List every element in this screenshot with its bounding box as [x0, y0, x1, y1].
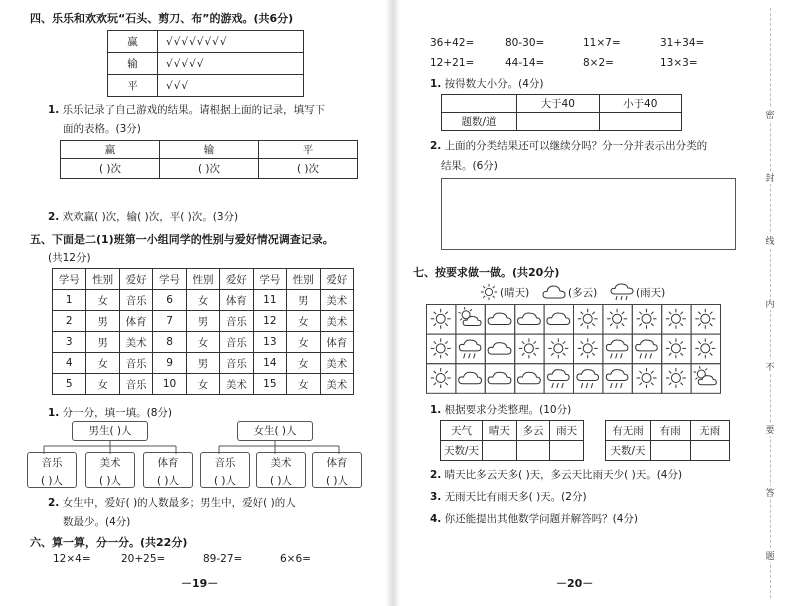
q5-sub2 [48, 495, 296, 510]
q6-sub1 [430, 76, 544, 91]
category-label: 美术 [270, 457, 292, 469]
q7-sub2 [430, 467, 682, 482]
weather-grid [426, 304, 721, 394]
cell: 美术 [320, 311, 354, 332]
cell: 男 [86, 311, 119, 332]
q5-header: 学号 [153, 269, 186, 290]
q5-sub1 [48, 405, 172, 420]
seal-char: 线 [764, 234, 776, 247]
cell: 女 [287, 311, 320, 332]
girl-cat-music [200, 452, 250, 488]
legend-label: (雨天) [636, 287, 666, 299]
q6-sub2-text: 上面的分类结果还可以继续分吗？分一分并表示出分类的 [444, 140, 708, 152]
seal-char: 内 [764, 297, 776, 310]
cell: 女 [186, 374, 219, 395]
rain-icon [603, 364, 632, 394]
q6-sub2 [430, 138, 707, 153]
cell: 男 [186, 353, 219, 374]
cell: 女 [287, 332, 320, 353]
cell: 11 [253, 290, 286, 311]
q5-header: 学号 [253, 269, 286, 290]
q5-header: 性别 [186, 269, 219, 290]
weather-header: 晴天 [483, 421, 517, 441]
rain-row-label: 天数/天 [606, 441, 651, 461]
table-row [53, 353, 354, 374]
cell: 男 [86, 332, 119, 353]
weather-header: 多云 [516, 421, 550, 441]
cell: 音乐 [119, 353, 152, 374]
cell: 12 [253, 311, 286, 332]
cloud-icon [485, 364, 514, 394]
q6-sub2-line2: 结果。(6分) [441, 160, 498, 172]
cell: 音乐 [119, 374, 152, 395]
q5-sub2-text: 女生中，爱好( )的人数最多；男生中，爱好( )的人 [62, 497, 296, 509]
question-number: 1. [430, 78, 442, 90]
sort-header: 大于40 [517, 95, 600, 113]
q4-result-table [60, 140, 358, 179]
seal-char: 密 [764, 108, 776, 121]
category-blank[interactable]: ( )人 [269, 475, 293, 487]
q4-row-label: 赢 [108, 31, 158, 53]
cell: 女 [86, 290, 119, 311]
cell: 7 [153, 311, 186, 332]
weather-blank[interactable] [550, 441, 584, 461]
sun-icon [427, 305, 456, 335]
q7-sub1 [430, 402, 571, 417]
cell: 10 [153, 374, 186, 395]
q5-header: 爱好 [320, 269, 354, 290]
table-row [53, 374, 354, 395]
cell: 女 [186, 290, 219, 311]
question-number: 3. [430, 491, 442, 503]
q5-score: (共12分) [48, 252, 91, 264]
q4-sub2-text: 欢欢赢( )次，输( )次，平( )次。(3分) [62, 211, 239, 223]
sun-icon [480, 283, 498, 301]
cell: 15 [253, 374, 286, 395]
q4-sub1 [48, 102, 325, 117]
q5-header: 爱好 [119, 269, 152, 290]
category-blank[interactable]: ( )人 [325, 475, 349, 487]
q5-header: 学号 [53, 269, 86, 290]
calc-item[interactable]: 20+25= [121, 553, 166, 565]
q5-header: 爱好 [220, 269, 253, 290]
cell: 音乐 [220, 311, 253, 332]
calc-item[interactable]: 11×7= [583, 37, 621, 49]
cell: 5 [53, 374, 86, 395]
q5-header: 性别 [287, 269, 320, 290]
category-blank[interactable]: ( )人 [40, 475, 64, 487]
cell: 体育 [119, 311, 152, 332]
sun-icon [574, 334, 603, 364]
rain-count-table [605, 420, 730, 461]
q4-result-blank[interactable]: ( )次 [160, 159, 259, 179]
rain-icon [544, 364, 573, 394]
rain-icon [603, 334, 632, 364]
category-label: 音乐 [214, 457, 236, 469]
q5-header: 性别 [86, 269, 119, 290]
table-row [53, 290, 354, 311]
question-number: 1. [430, 404, 442, 416]
cell: 美术 [320, 374, 354, 395]
rain-icon [456, 334, 485, 364]
q6-title: 六、算一算，分一分。(共22分) [30, 536, 188, 549]
q4-row-marks: √√√√√ [158, 53, 304, 75]
q4-result-header: 输 [160, 141, 259, 159]
q7-sub4-text: 你还能提出其他数学问题并解答吗？(4分) [444, 513, 639, 525]
seal-char: 题 [764, 549, 776, 562]
boy-total-box[interactable]: 男生( )人 [72, 421, 148, 441]
answer-box[interactable] [441, 178, 736, 250]
calc-item[interactable]: 8×2= [583, 57, 614, 69]
sun-icon [632, 364, 661, 394]
cloud-icon [485, 305, 514, 335]
cell: 体育 [220, 290, 253, 311]
sun-icon [544, 334, 573, 364]
cell: 体育 [320, 332, 354, 353]
cell: 14 [253, 353, 286, 374]
cell: 美术 [119, 332, 152, 353]
cloud-icon [542, 283, 566, 301]
cell: 女 [86, 374, 119, 395]
girl-cat-art [256, 452, 306, 488]
calc-item[interactable]: 13×3= [660, 57, 698, 69]
weather-header: 雨天 [550, 421, 584, 441]
weather-count-table [440, 420, 584, 461]
sort-row-label: 题数/道 [442, 113, 517, 131]
cell: 女 [86, 353, 119, 374]
girl-total-box[interactable]: 女生( )人 [237, 421, 313, 441]
question-number: 2. [430, 469, 442, 481]
cell: 3 [53, 332, 86, 353]
cell: 1 [53, 290, 86, 311]
sun-icon [603, 305, 632, 335]
cell: 4 [53, 353, 86, 374]
boy-cat-music [27, 452, 77, 488]
partly-cloudy-icon [691, 364, 720, 394]
q7-title: 七、按要求做一做。(共20分) [413, 266, 560, 279]
calc-item[interactable]: 6×6= [280, 553, 311, 565]
cloud-icon [485, 334, 514, 364]
cell: 8 [153, 332, 186, 353]
sun-icon [662, 334, 691, 364]
calc-item[interactable]: 36+42= [430, 37, 475, 49]
seal-char: 封 [764, 171, 776, 184]
q7-sub2-text: 晴天比多云天多( )天，多云天比雨天少( )天。(4分) [444, 469, 683, 481]
q5-title: 五、下面是二(1)班第一小组同学的性别与爱好情况调查记录。 [30, 233, 334, 246]
cell: 女 [186, 332, 219, 353]
calc-item[interactable]: 89-27= [203, 553, 243, 565]
cell: 美术 [220, 374, 253, 395]
sun-icon [632, 305, 661, 335]
category-label: 体育 [326, 457, 348, 469]
legend-label: (晴天) [500, 287, 530, 299]
cloud-icon [456, 364, 485, 394]
q4-row-label: 输 [108, 53, 158, 75]
weather-legend [480, 283, 710, 301]
cell: 9 [153, 353, 186, 374]
seal-char: 不 [764, 360, 776, 373]
category-blank[interactable]: ( )人 [98, 475, 122, 487]
sun-icon [662, 305, 691, 335]
sort-header [442, 95, 517, 113]
sun-icon [427, 334, 456, 364]
sun-icon [515, 334, 544, 364]
question-number: 2. [48, 497, 60, 509]
calc-item[interactable]: 31+34= [660, 37, 705, 49]
rain-header: 有无雨 [606, 421, 651, 441]
q7-sub3 [430, 489, 587, 504]
calc-item[interactable]: 12+21= [430, 57, 475, 69]
rain-blank[interactable] [651, 441, 691, 461]
q4-result-header: 赢 [61, 141, 160, 159]
boy-cat-sports [143, 452, 193, 488]
page-number-right: －20－ [556, 577, 594, 590]
q4-sub1-line2: 面的表格。(3分) [63, 123, 141, 135]
cloud-icon [544, 305, 573, 335]
sort-header: 小于40 [599, 95, 682, 113]
cell: 男 [287, 290, 320, 311]
q4-row-marks: √√√√√√√√ [158, 31, 304, 53]
cell: 音乐 [220, 332, 253, 353]
weather-header: 天气 [441, 421, 483, 441]
cell: 男 [186, 311, 219, 332]
q4-title: 四、乐乐和欢欢玩“石头、剪刀、布”的游戏。(共6分) [30, 12, 294, 25]
cell: 美术 [320, 290, 354, 311]
girl-cat-sports [312, 452, 362, 488]
category-blank[interactable]: ( )人 [156, 475, 180, 487]
q4-result-blank[interactable]: ( )次 [61, 159, 160, 179]
cell: 2 [53, 311, 86, 332]
q6-sub1-text: 按得数大小分。(4分) [444, 78, 544, 90]
q4-result-header: 平 [259, 141, 358, 159]
cell: 音乐 [220, 353, 253, 374]
question-number: 4. [430, 513, 442, 525]
calc-item[interactable]: 80-30= [505, 37, 545, 49]
q4-record-table [107, 30, 304, 97]
cell: 美术 [320, 353, 354, 374]
q4-sub1-text: 乐乐记录了自己游戏的结果。请根据上面的记录，填写下 [62, 104, 326, 116]
cell: 6 [153, 290, 186, 311]
q4-result-blank[interactable]: ( )次 [259, 159, 358, 179]
category-label: 音乐 [41, 457, 63, 469]
cell: 音乐 [119, 290, 152, 311]
boy-cat-art [85, 452, 135, 488]
seal-char: 要 [764, 423, 776, 436]
sun-icon [691, 334, 720, 364]
question-number: 1. [48, 407, 60, 419]
rain-blank[interactable] [690, 441, 730, 461]
q4-row-marks: √√√ [158, 75, 304, 97]
cloud-icon [515, 364, 544, 394]
sort-blank[interactable] [599, 113, 682, 131]
page-number-left: －19－ [181, 577, 219, 590]
rain-icon [632, 334, 661, 364]
question-number: 2. [430, 140, 442, 152]
q7-sub4 [430, 511, 638, 526]
table-row [53, 332, 354, 353]
sort-blank[interactable] [517, 113, 600, 131]
category-blank[interactable]: ( )人 [213, 475, 237, 487]
q7-sub1-text: 根据要求分类整理。(10分) [444, 404, 572, 416]
rain-header: 无雨 [690, 421, 730, 441]
q4-row-label: 平 [108, 75, 158, 97]
cell: 13 [253, 332, 286, 353]
category-label: 体育 [157, 457, 179, 469]
partly-cloudy-icon [456, 305, 485, 335]
legend-label: (多云) [568, 287, 598, 299]
question-number: 2. [48, 211, 60, 223]
page-seam [386, 0, 400, 606]
sort-table [441, 94, 682, 131]
category-label: 美术 [99, 457, 121, 469]
rain-header: 有雨 [651, 421, 691, 441]
seal-char: 答 [764, 486, 776, 499]
weather-blank[interactable] [483, 441, 517, 461]
q5-sub1-text: 分一分，填一填。(8分) [62, 407, 173, 419]
sun-icon [662, 364, 691, 394]
cell: 女 [287, 374, 320, 395]
weather-row-label: 天数/天 [441, 441, 483, 461]
q4-sub2 [48, 209, 238, 224]
calc-item[interactable]: 12×4= [53, 553, 91, 565]
calc-item[interactable]: 44-14= [505, 57, 545, 69]
rain-icon [610, 283, 634, 301]
cell: 女 [287, 353, 320, 374]
sun-icon [427, 364, 456, 394]
q7-sub3-text: 无雨天比有雨天多( )天。(2分) [444, 491, 587, 503]
sun-icon [574, 305, 603, 335]
q5-survey-table [52, 268, 354, 395]
question-number: 1. [48, 104, 60, 116]
table-row [53, 311, 354, 332]
weather-blank[interactable] [516, 441, 550, 461]
sun-icon [691, 305, 720, 335]
cloud-icon [515, 305, 544, 335]
rain-icon [574, 364, 603, 394]
q5-sub2-line2: 数最少。(4分) [63, 516, 131, 528]
